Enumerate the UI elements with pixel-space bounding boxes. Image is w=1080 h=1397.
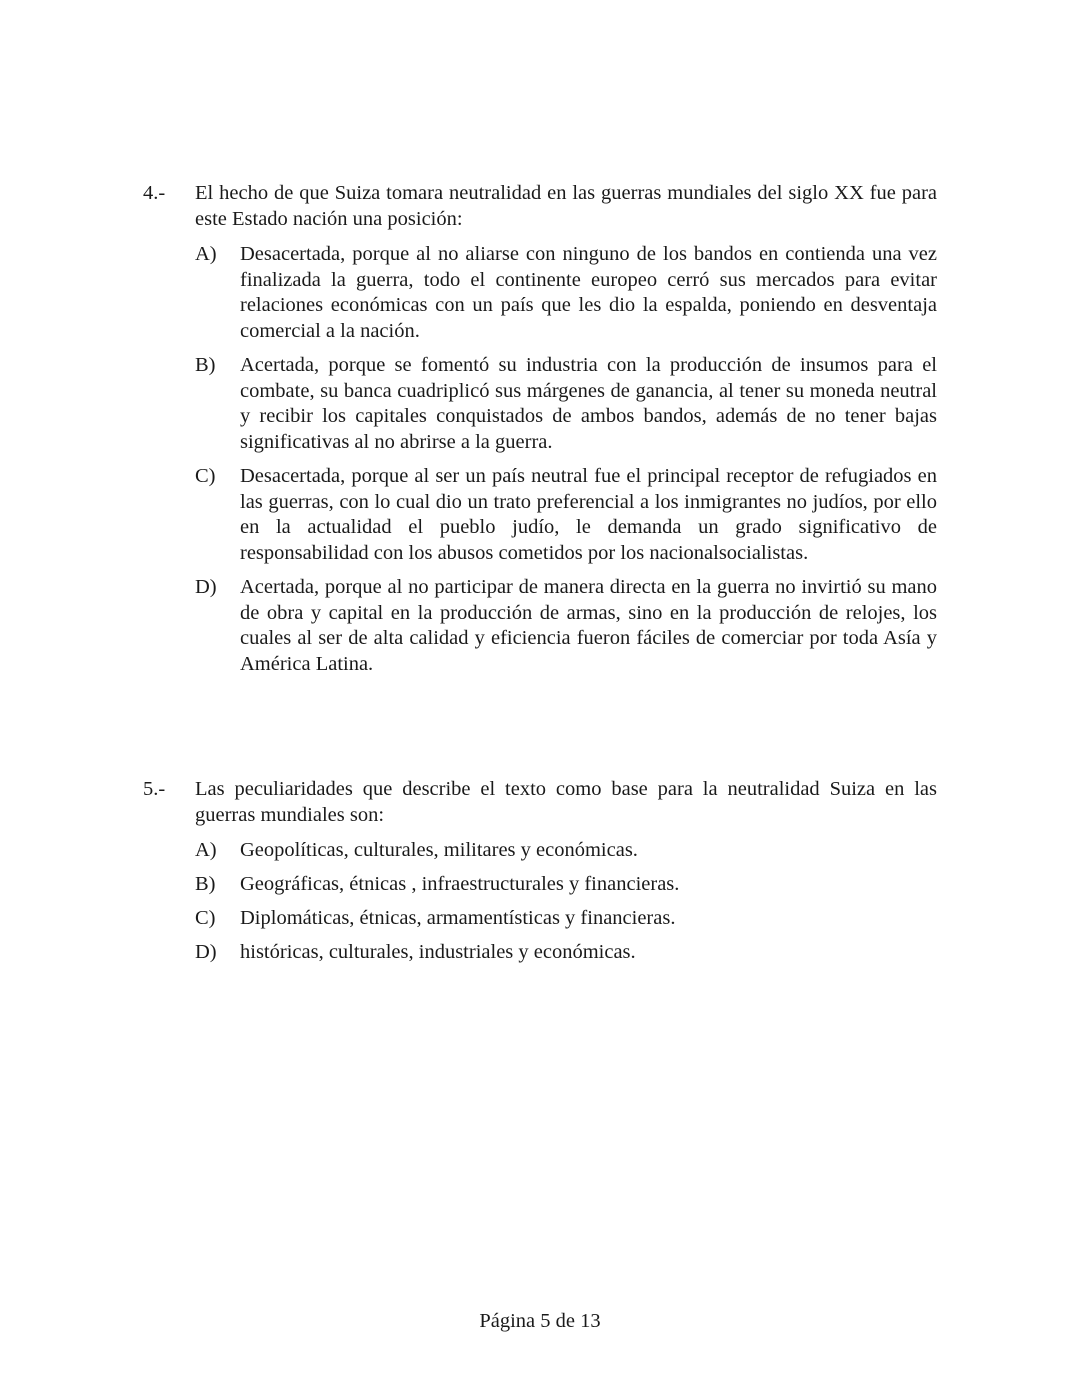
option-c xyxy=(195,464,937,566)
option-letter: B) xyxy=(195,354,216,376)
option-a xyxy=(195,242,937,344)
options-list xyxy=(195,242,937,677)
option-b xyxy=(195,872,937,898)
option-d xyxy=(195,940,937,966)
question-text: Las peculiaridades que describe el texto como base para la neutralidad Suiza en las guerras mundiales son: xyxy=(195,778,937,826)
option-letter: C) xyxy=(195,907,216,929)
option-text: Acertada, porque se fomentó su industria con la producción de insumos para el combate, su banca cuadriplicó sus márgenes de ganancia, al tener su moneda neutral y recibir los capitales conquistados de ambos bandos, además de no tener bajas significativas al no abrirse a la guerra. xyxy=(240,354,937,453)
question-number: 4.- xyxy=(143,182,166,204)
option-text: Geográficas, étnicas , infraestructurales y financieras. xyxy=(240,873,680,895)
option-text: Desacertada, porque al no aliarse con ninguno de los bandos en contienda una vez finalizada la guerra, todo el continente europeo cerró sus mercados para evitar relaciones económicas con un país que les dio la espalda, poniendo en desventaja comercial a la nación. xyxy=(240,243,937,342)
option-b xyxy=(195,353,937,455)
option-a xyxy=(195,838,937,864)
option-letter: C) xyxy=(195,465,216,487)
option-c xyxy=(195,906,937,932)
question-text: El hecho de que Suiza tomara neutralidad en las guerras mundiales del siglo XX fue para este Estado nación una posición: xyxy=(195,182,937,230)
option-letter: A) xyxy=(195,839,217,861)
option-letter: D) xyxy=(195,576,217,598)
question-number: 5.- xyxy=(143,778,166,800)
option-letter: A) xyxy=(195,243,217,265)
page-number-footer: Página 5 de 13 xyxy=(479,1310,601,1332)
option-letter: B) xyxy=(195,873,216,895)
question-4 xyxy=(143,181,937,686)
option-d xyxy=(195,575,937,677)
option-text: Diplomáticas, étnicas, armamentísticas y financieras. xyxy=(240,907,676,929)
option-text: históricas, culturales, industriales y económicas. xyxy=(240,941,636,963)
question-5 xyxy=(143,777,937,974)
option-letter: D) xyxy=(195,941,217,963)
options-list xyxy=(195,838,937,966)
option-text: Desacertada, porque al ser un país neutral fue el principal receptor de refugiados en las guerras, con lo cual dio un trato preferencial a los inmigrantes no judíos, por ello en la actualidad el pueblo judío, le demanda un grado significativo de responsabilidad con los abusos cometidos por los nacionalsocialistas. xyxy=(240,465,937,564)
option-text: Acertada, porque al no participar de manera directa en la guerra no invirtió su mano de obra y capital en la producción de armas, sino en la producción de relojes, los cuales al ser de alta calidad y eficiencia fueron fáciles de comerciar por toda Asía y América Latina. xyxy=(240,576,937,675)
option-text: Geopolíticas, culturales, militares y económicas. xyxy=(240,839,638,861)
